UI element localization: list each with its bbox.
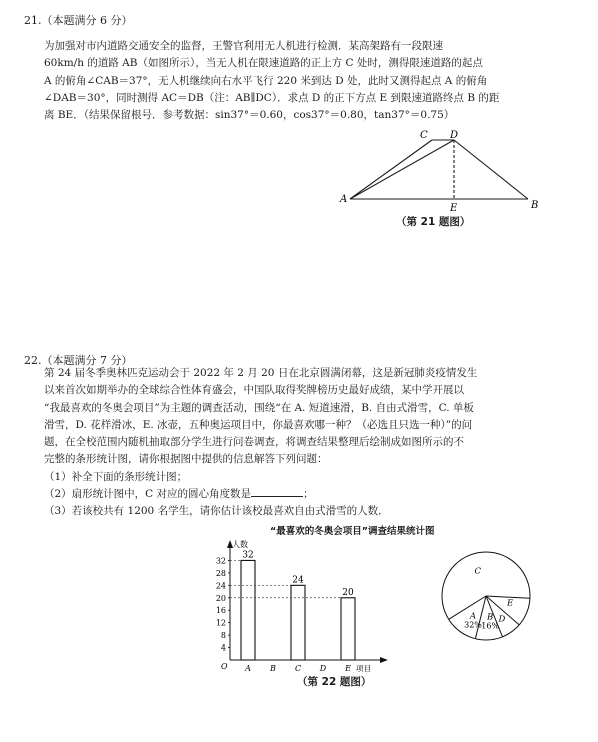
- q21-line: 离 BE．（结果保留根号．参考数据：sin37°＝0.60，cos37°＝0.80，tan37°＝0.75）: [44, 109, 455, 122]
- pie-slice-label: E: [506, 598, 514, 609]
- x-axis-label: 项目: [356, 664, 371, 673]
- segment-AC: [350, 140, 432, 199]
- q22-sub2-end: ；: [303, 488, 314, 501]
- y-tick-label: 28: [215, 568, 226, 578]
- q21-line: 60km/h 的道路 AB（如图所示），当无人机在限速道路的正上方 C 处时，测得限速道路的起点: [44, 57, 483, 70]
- q21-line: 为加强对市内道路交通安全的监督，王警官利用无人机进行检测．某高架路有一段限速: [44, 40, 443, 52]
- q22-sub2: [44, 486, 574, 503]
- bar: [241, 560, 255, 660]
- point-label-C: C: [420, 130, 428, 141]
- pie-slice-label: C: [474, 566, 482, 577]
- q22-sub3: （3）若该校共有 1200 名学生，请你估计该校最喜欢自由式滑雪的人数．: [44, 505, 389, 518]
- point-label-A: A: [340, 194, 348, 205]
- q21-line: A 的俯角∠CAB＝37°，无人机继续向右水平飞行 220 米到达 D 处，此时又测得起点 A 的俯角: [44, 74, 488, 87]
- point-label-D: D: [450, 130, 459, 141]
- q22-caption: （第 22 题图）: [297, 676, 372, 688]
- q22-line: 以来首次如期举办的全球综合性体育盛会，中国队取得奖牌榜历史最好成绩，某中学开展以: [44, 384, 464, 397]
- y-tick-label: 4: [220, 643, 226, 653]
- y-tick-label: 8: [220, 631, 226, 641]
- x-tick-label: C: [294, 664, 302, 673]
- q21-figure: [330, 128, 550, 218]
- bar: [291, 585, 305, 660]
- q22-line: 题，在全校范围内随机抽取部分学生进行问卷调查，将调查结果整理后绘制成如图所示的不: [44, 436, 464, 449]
- chart-title: “最喜欢的冬奥会项目”调查结果统计图: [270, 526, 435, 537]
- bar-data-label: 20: [342, 587, 354, 598]
- y-axis-label: 人数: [232, 540, 248, 549]
- segment-DB: [454, 140, 528, 199]
- pie-slice-edge: [475, 596, 486, 639]
- bar-data-label: 24: [292, 575, 304, 586]
- bar-chart: [192, 534, 402, 674]
- segment-AD: [350, 140, 454, 199]
- x-axis-arrow: [380, 657, 388, 663]
- answer-blank: [251, 486, 303, 497]
- q22-text: [44, 365, 574, 521]
- bar: [341, 598, 355, 660]
- pie-slice-value: 16%: [481, 621, 500, 631]
- q22-line: 完整的条形统计图，请你根据图中提供的信息解答下列问题：: [44, 453, 328, 466]
- x-tick-label: A: [245, 664, 251, 673]
- pie-slice-label: B: [487, 612, 494, 623]
- point-label-E: E: [450, 203, 458, 214]
- x-tick-label: D: [319, 664, 327, 673]
- y-tick-label: 16: [215, 606, 226, 616]
- q22-header: 22.（本题满分 7 分）: [24, 354, 133, 367]
- q22-sub2-text: （2）扇形统计图中，C 对应的圆心角度数是: [44, 488, 252, 501]
- q21-text: [44, 38, 574, 124]
- pie-slice-label: A: [469, 611, 477, 622]
- q22-line: “我最喜欢的冬奥会项目”为主题的调查活动，围绕“在 A. 短道速滑，B. 自由式滑雪，C. 单板: [44, 401, 474, 414]
- q21-caption: （第 21 题图）: [396, 216, 471, 228]
- pie-slice-value: 32%: [464, 620, 482, 630]
- q22-line: 第 24 届冬季奥林匹克运动会于 2022 年 2 月 20 日在北京圆满闭幕，这是新冠肺炎疫情发生: [44, 367, 478, 379]
- q21-header: 21.（本题满分 6 分）: [24, 14, 133, 27]
- bar-data-label: 32: [242, 550, 254, 561]
- x-tick-label: B: [270, 664, 276, 673]
- y-tick-label: 24: [215, 581, 226, 591]
- q22-sub1: （1）补全下面的条形统计图；: [44, 470, 188, 483]
- point-label-B: B: [531, 200, 539, 211]
- y-tick-label: 32: [215, 556, 226, 566]
- x-tick-label: E: [345, 664, 351, 673]
- y-tick-label: 12: [215, 618, 226, 628]
- q21-line: ∠DAB＝30°，同时测得 AC＝DB（注：AB∥DC）．求点 D 的正下方点 E 到限速道路终点 B 的距: [44, 91, 500, 104]
- origin-label: O: [221, 662, 228, 671]
- y-tick-label: 20: [215, 593, 226, 603]
- q22-line: 滑雪，D. 花样滑冰，E. 冰壶，五种奥运项目中，你最喜欢哪一种？（必选且只选一种）”的问: [44, 418, 473, 431]
- pie-chart: [434, 546, 544, 646]
- pie-slice-label: D: [498, 614, 506, 625]
- pie-slice-edge: [449, 596, 486, 619]
